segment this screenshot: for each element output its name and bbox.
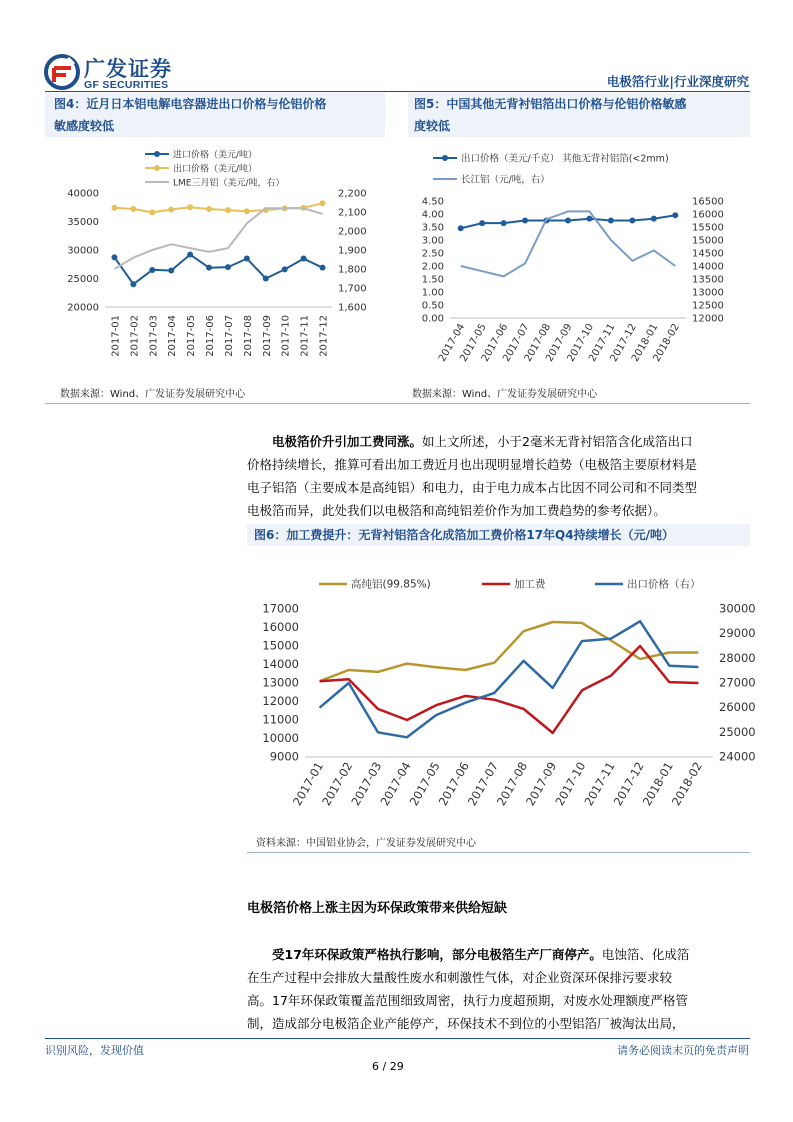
x-tick-label: 2017-06 — [435, 759, 472, 809]
legend-label: 高纯铝(99.85%) — [351, 578, 431, 591]
report-category: 电极箔行业|行业深度研究 — [606, 74, 749, 89]
y-left-tick-label: 11000 — [262, 712, 299, 727]
y-right-tick-label: 24000 — [719, 749, 756, 764]
y-right-tick-label: 2,100 — [338, 207, 367, 219]
x-tick-label: 2017-11 — [299, 315, 311, 357]
fig4-chart — [45, 140, 390, 380]
brand-logo — [44, 54, 80, 90]
y-right-tick-label: 14000 — [692, 261, 724, 273]
series-line-1 — [320, 622, 699, 681]
gf-logo-icon — [44, 54, 80, 90]
data-point — [672, 212, 678, 218]
data-point — [522, 218, 528, 224]
y-left-tick-label: 1.00 — [421, 287, 444, 299]
x-tick-label: 2017-10 — [280, 315, 292, 357]
data-point — [130, 281, 136, 287]
y-right-tick-label: 12000 — [692, 313, 724, 325]
y-right-tick-label: 1,600 — [338, 302, 367, 314]
data-point — [629, 218, 635, 224]
y-left-tick-label: 12000 — [262, 694, 299, 708]
data-point — [565, 218, 571, 224]
data-point — [244, 256, 250, 262]
divider-line — [45, 403, 750, 404]
paragraph-1: 电极箔价升引加工费同涨。如上文所述，小于2毫米无背衬铝箔含化成箔出口 价格持续增长，推算可看出加工费近月也出现明显增长趋势（电极箔主要原材料是 电子铝箔（主要成本是高纯铝）和电力，由于电力成本占比因不同公司和不同类型 电极箔而异，此处我们以电极箔和高纯铝差价作为加工费趋势的参考依据）。 — [247, 434, 698, 518]
x-tick-label: 2017-08 — [242, 315, 254, 357]
data-point — [501, 220, 507, 226]
data-point — [320, 265, 326, 271]
legend-label: 加工费 — [514, 578, 546, 591]
x-tick-label: 2017-11 — [587, 322, 618, 364]
paragraph-2: 受17年环保政策严格执行影响，部分电极箔生产厂商停产。电蚀箔、化成箔 在生产过程中会排放大量酸性废水和刺激性气体，对企业资深环保排污要求较 高。17年环保政策覆盖范围细致周密，执行力度超预期，对废水处理额度严格管 制，造成部分电极箔企业产能停产，环保技术不到位的小型铝箔厂被淘汰出局， — [247, 947, 690, 1031]
x-tick-label: 2018-01 — [639, 759, 676, 809]
x-tick-label: 2017-10 — [565, 322, 597, 364]
y-right-tick-label: 29000 — [719, 626, 756, 641]
brand-name-en: GF SECURITIES — [84, 79, 169, 91]
fig5-source: 数据来源：Wind、广发证券发展研究中心 — [412, 389, 598, 400]
x-tick-label: 2017-04 — [377, 759, 414, 809]
y-left-tick-label: 4.50 — [421, 196, 444, 208]
fig4-source: 数据来源：Wind、广发证券发展研究中心 — [60, 389, 246, 400]
y-right-tick-label: 15000 — [692, 235, 724, 247]
legend-label: 进口价格（美元/吨） — [173, 150, 258, 161]
x-tick-label: 2017-12 — [608, 322, 639, 364]
data-point — [206, 206, 212, 212]
y-right-tick-label: 26000 — [719, 700, 756, 715]
fig6-title: 图6：加工费提升：无背衬铝箔含化成箔加工费价格17年Q4持续增长（元/吨） — [254, 528, 674, 542]
y-right-tick-label: 1,700 — [338, 283, 367, 295]
x-tick-label: 2017-08 — [522, 322, 554, 364]
y-left-tick-label: 2.00 — [421, 261, 444, 273]
x-tick-label: 2017-05 — [458, 322, 489, 364]
header-rule — [45, 91, 750, 92]
y-left-tick-label: 17000 — [262, 601, 299, 616]
x-tick-label: 2017-06 — [205, 315, 217, 357]
x-tick-label: 2017-09 — [523, 759, 560, 809]
fig6-chart — [247, 560, 756, 828]
y-left-tick-label: 14000 — [262, 657, 299, 671]
x-tick-label: 2017-09 — [261, 315, 273, 357]
data-point — [458, 225, 464, 231]
data-point — [608, 218, 614, 224]
series-line-3 — [115, 208, 323, 269]
data-point — [111, 254, 117, 260]
x-tick-label: 2017-11 — [581, 759, 618, 809]
fig5-title: 图5：中国其他无背衬铝箔出口价格与伦铝价格敏感 度较低 — [414, 97, 687, 133]
legend-label: 出口价格（美元/吨） — [173, 164, 258, 175]
legend-marker — [154, 151, 160, 157]
fig5-chart — [408, 140, 750, 380]
y-left-tick-label: 35000 — [67, 217, 99, 228]
data-point — [225, 207, 231, 213]
y-right-tick-label: 14500 — [692, 248, 724, 260]
data-point — [320, 200, 326, 206]
x-tick-label: 2017-01 — [110, 315, 122, 357]
data-point — [111, 205, 117, 211]
y-right-tick-label: 1,800 — [338, 264, 367, 276]
x-tick-label: 2018-02 — [668, 759, 706, 809]
y-right-tick-label: 1,900 — [338, 245, 367, 257]
x-tick-label: 2017-02 — [319, 759, 356, 809]
y-left-tick-label: 13000 — [262, 675, 299, 690]
x-tick-label: 2017-10 — [552, 759, 589, 809]
fig4-title: 图4：近月日本铝电解电容器进出口价格与伦铝价格 敏感度较低 — [54, 97, 327, 133]
data-point — [263, 276, 269, 282]
footer-rule — [45, 1038, 750, 1039]
x-tick-label: 2018-01 — [629, 322, 661, 364]
y-left-tick-label: 3.00 — [421, 235, 444, 247]
legend-label: 出口价格（右） — [627, 578, 701, 591]
y-left-tick-label: 0.00 — [421, 313, 444, 325]
brand-name-cn: 广发证券 — [84, 57, 172, 81]
data-point — [187, 204, 193, 210]
y-left-tick-label: 0.50 — [421, 300, 444, 312]
y-right-tick-label: 12500 — [692, 300, 724, 312]
x-tick-label: 2017-02 — [129, 315, 141, 357]
legend-label: 出口价格（美元/千克） 其他无背衬铝箔(<2mm) — [461, 153, 669, 165]
x-tick-label: 2017-05 — [406, 759, 443, 809]
y-right-tick-label: 16000 — [692, 209, 724, 221]
section-title: 电极箔价格上涨主因为环保政策带来供给短缺 — [247, 901, 508, 916]
divider-line — [247, 852, 750, 853]
data-point — [225, 264, 231, 270]
data-point — [168, 268, 174, 274]
data-point — [586, 216, 592, 222]
data-point — [130, 206, 136, 212]
y-right-tick-label: 13500 — [692, 274, 724, 286]
y-left-tick-label: 16000 — [262, 620, 299, 634]
x-tick-label: 2017-03 — [148, 315, 160, 357]
x-tick-label: 2017-04 — [436, 322, 468, 364]
data-point — [301, 256, 307, 262]
footer-slogan: 识别风险，发现价值 — [45, 1044, 144, 1057]
x-tick-label: 2017-07 — [464, 759, 502, 809]
x-tick-label: 2017-07 — [501, 322, 532, 364]
y-right-tick-label: 25000 — [719, 724, 756, 739]
y-right-tick-label: 2,000 — [338, 226, 367, 238]
data-point — [244, 208, 250, 214]
y-right-tick-label: 28000 — [719, 650, 756, 665]
legend-label: 长江铝（元/吨，右） — [461, 174, 550, 186]
data-point — [187, 252, 193, 258]
fig6-source: 资料来源：中国铝业协会，广发证券发展研究中心 — [256, 838, 476, 849]
x-tick-label: 2017-09 — [544, 322, 575, 364]
y-right-tick-label: 15500 — [692, 222, 724, 234]
y-left-tick-label: 40000 — [67, 188, 99, 200]
data-point — [168, 207, 174, 213]
y-right-tick-label: 16500 — [692, 196, 724, 208]
y-left-tick-label: 20000 — [67, 302, 99, 314]
x-tick-label: 2017-12 — [610, 759, 647, 809]
x-tick-label: 2017-07 — [223, 315, 235, 357]
x-tick-label: 2017-04 — [167, 315, 179, 357]
x-tick-label: 2017-01 — [290, 759, 327, 809]
y-right-tick-label: 13000 — [692, 287, 724, 299]
data-point — [651, 216, 657, 222]
x-tick-label: 2017-08 — [494, 759, 531, 809]
y-left-tick-label: 10000 — [262, 731, 299, 745]
data-point — [479, 220, 485, 226]
footer-disclaimer-note: 请务必阅读末页的免责声明 — [617, 1044, 749, 1057]
series-line-3 — [320, 621, 699, 737]
y-left-tick-label: 1.50 — [421, 274, 444, 286]
x-tick-label: 2018-02 — [651, 322, 682, 364]
legend-label: LME三月铝（美元/吨，右） — [173, 178, 285, 189]
data-point — [149, 209, 155, 215]
x-tick-label: 2017-12 — [318, 315, 330, 357]
data-point — [149, 267, 155, 273]
y-left-tick-label: 3.50 — [421, 222, 444, 234]
y-left-tick-label: 30000 — [67, 245, 99, 257]
y-right-tick-label: 27000 — [719, 675, 756, 690]
x-tick-label: 2017-03 — [348, 759, 385, 809]
y-left-tick-label: 25000 — [67, 274, 99, 285]
y-left-tick-label: 9000 — [269, 749, 299, 764]
y-left-tick-label: 4.00 — [421, 209, 444, 221]
data-point — [206, 265, 212, 271]
series-line-1 — [115, 255, 323, 285]
legend-marker — [154, 165, 160, 171]
y-left-tick-label: 15000 — [262, 638, 299, 653]
page-number: 6 / 29 — [372, 1060, 404, 1073]
y-right-tick-label: 30000 — [719, 601, 756, 616]
y-right-tick-label: 2,200 — [338, 188, 367, 200]
x-tick-label: 2017-05 — [186, 315, 198, 357]
x-tick-label: 2017-06 — [479, 322, 511, 364]
legend-marker — [442, 155, 448, 161]
data-point — [282, 266, 288, 272]
y-left-tick-label: 2.50 — [421, 248, 444, 260]
